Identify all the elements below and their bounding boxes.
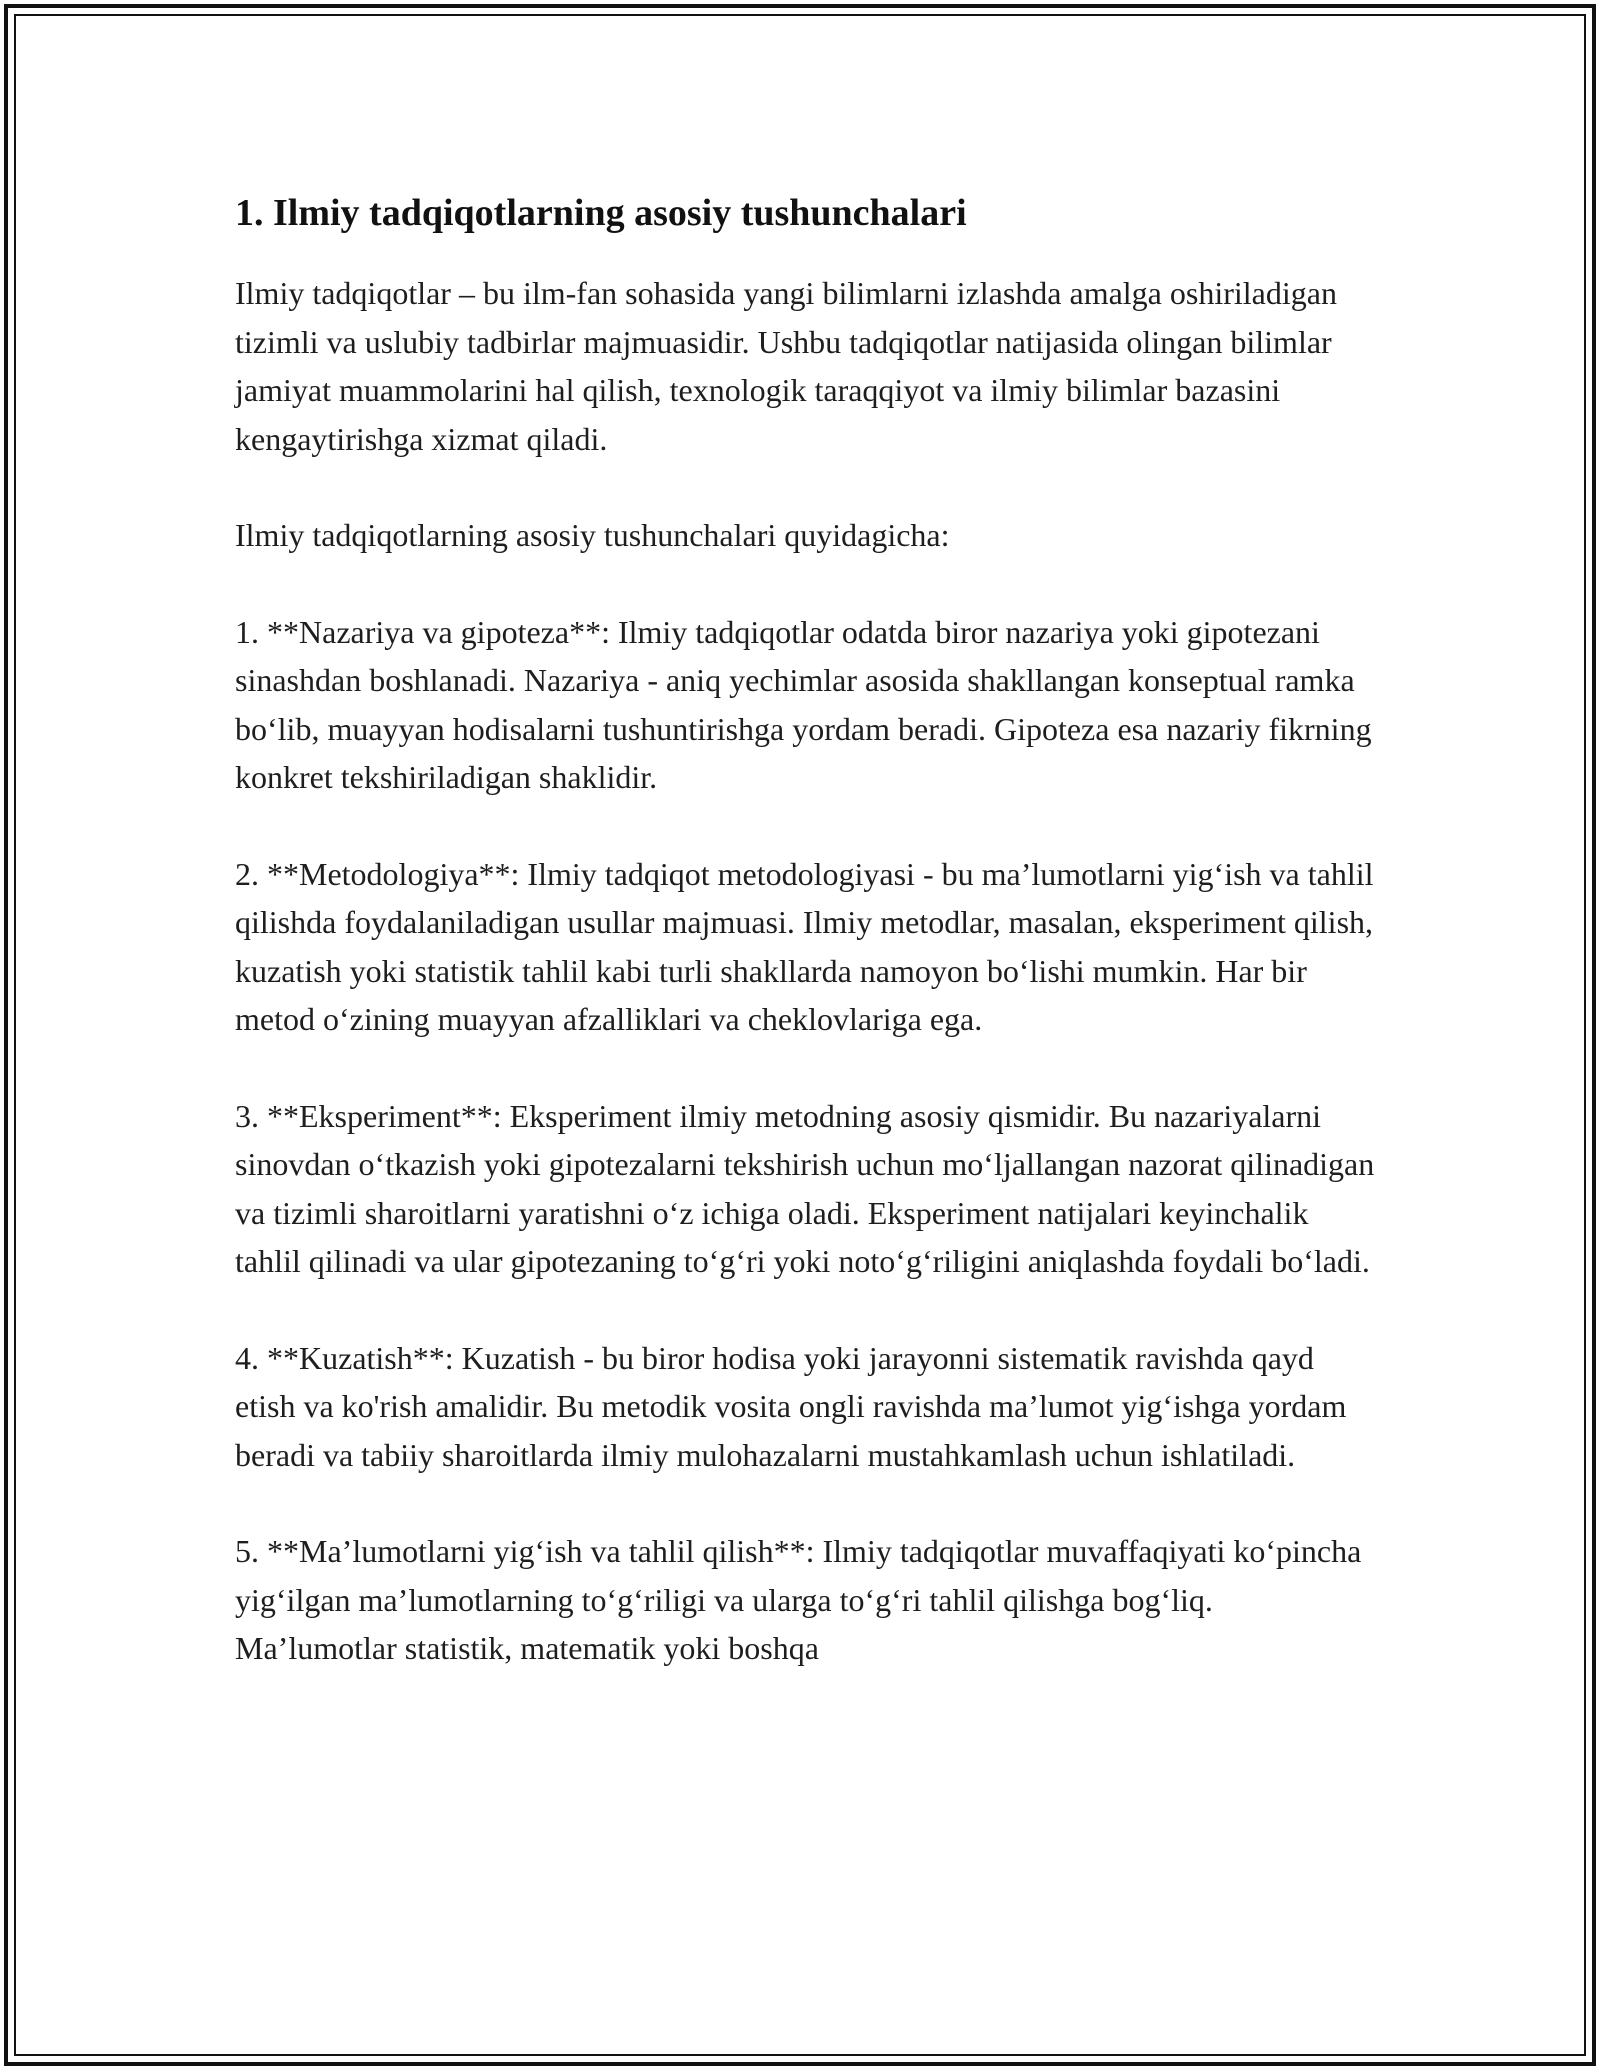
list-item-observation: 4. **Kuzatish**: Kuzatish - bu biror hodisa yoki jarayonni sistematik ravishda qayd etish va ko'rish amalidir. Bu metodik vosita ongli ravishda ma’lumot yig‘ishga yordam beradi va tabiiy sharoitlarda ilmiy mulohazalarni mustahkamlash uchun ishlatiladi.	[235, 1339, 1347, 1473]
document-title: 1. Ilmiy tadqiqotlarning asosiy tushunchalari	[235, 192, 967, 234]
concepts-lead-paragraph: Ilmiy tadqiqotlarning asosiy tushunchalari quyidagicha:	[235, 517, 950, 553]
list-item-data-collection: 5. **Ma’lumotlarni yig‘ish va tahlil qilish**: Ilmiy tadqiqotlar muvaffaqiyati ko‘pincha yig‘ilgan ma’lumotlarning to‘g‘riligi va ularga to‘g‘ri tahlil qilishga bog‘liq. Ma’lumotlar statistik, matematik yoki boshqa	[235, 1533, 1362, 1666]
document-body	[235, 185, 1375, 1673]
list-item-methodology: 2. **Metodologiya**: Ilmiy tadqiqot metodologiyasi - bu ma’lumotlarni yig‘ish va tahlil qilishda foydalaniladigan usullar majmuasi. Ilmiy metodlar, masalan, eksperiment qilish, kuzatish yoki statistik tahlil kabi turli shakllarda namoyon bo‘lishi mumkin. Har bir metod o‘zining muayyan afzalliklari va cheklovlariga ega.	[235, 855, 1374, 1037]
list-item-theory-hypothesis: 1. **Nazariya va gipoteza**: Ilmiy tadqiqotlar odatda biror nazariya yoki gipotezani sinashdan boshlanadi. Nazariya - aniq yechimlar asosida shakllangan konseptual ramka bo‘lib, muayyan hodisalarni tushuntirishga yordam beradi. Gipoteza esa nazariy fikrning konkret tekshiriladigan shaklidir.	[235, 613, 1372, 795]
list-item-experiment: 3. **Eksperiment**: Eksperiment ilmiy metodning asosiy qismidir. Bu nazariyalarni sinovdan o‘tkazish yoki gipotezalarni tekshirish uchun mo‘ljallangan nazorat qilinadigan va tizimli sharoitlarni yaratishni o‘z ichiga oladi. Eksperiment natijalari keyinchalik tahlil qilinadi va ular gipotezaning to‘g‘ri yoki noto‘g‘riligini aniqlashda foydali bo‘ladi.	[235, 1097, 1375, 1279]
intro-paragraph: Ilmiy tadqiqotlar – bu ilm-fan sohasida yangi bilimlarni izlashda amalga oshiriladigan tizimli va uslubiy tadbirlar majmuasidir. Ushbu tadqiqotlar natijasida olingan bilimlar jamiyat muammolarini hal qilish, texnologik taraqqiyot va ilmiy bilimlar bazasini kengaytirishga xizmat qiladi.	[235, 275, 1337, 457]
